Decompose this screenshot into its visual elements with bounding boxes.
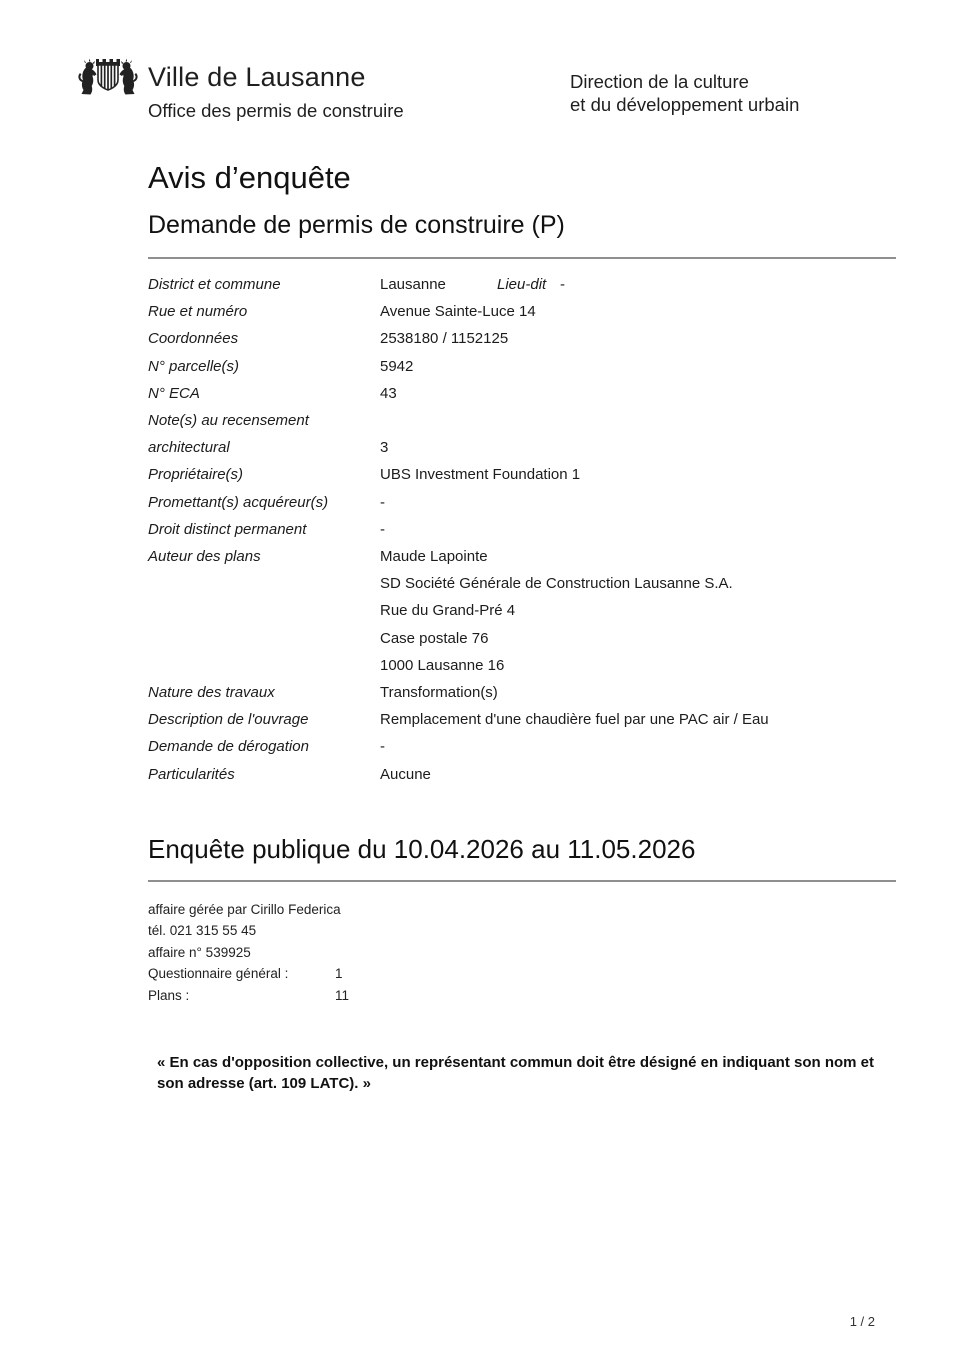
field-value-particularites: Aucune	[380, 765, 431, 783]
auteur-line-5: 1000 Lausanne 16	[380, 656, 505, 674]
lausanne-coat-of-arms-icon	[76, 56, 140, 102]
auteur-line-4: Case postale 76	[380, 629, 489, 647]
legal-note: « En cas d'opposition collective, un représentant commun doit être désigné en indiquant son nom et son adresse (art. 109 LATC). »	[157, 1054, 875, 1093]
field-label-droit: Droit distinct permanent	[148, 520, 307, 538]
field-row-parcelle	[148, 353, 880, 380]
district-value: Lausanne	[380, 276, 446, 293]
field-value-droit: -	[380, 520, 385, 538]
document-header	[148, 0, 880, 122]
page-number: 1 / 2	[849, 1314, 875, 1329]
field-row-coordonnees	[148, 325, 880, 352]
auteur-line-2: SD Société Générale de Construction Lausanne S.A.	[380, 575, 733, 593]
case-number: affaire n° 539925	[148, 944, 251, 960]
field-label-promettant: Promettant(s) acquéreur(s)	[148, 493, 329, 511]
field-label-auteur: Auteur des plans	[148, 548, 261, 566]
fields-table	[148, 271, 880, 788]
field-label-coordonnees: Coordonnées	[148, 330, 239, 348]
direction-block	[570, 70, 799, 116]
field-label-recensement: Note(s) au recensement architectural	[148, 412, 309, 457]
field-row-auteur	[148, 543, 880, 679]
field-row-eca	[148, 380, 880, 407]
plans-row	[148, 985, 880, 1007]
field-row-promettant	[148, 489, 880, 516]
questionnaire-value: 1	[335, 966, 343, 982]
office-name: Office des permis de construire	[148, 100, 404, 121]
field-row-proprietaire	[148, 461, 880, 488]
case-phone: tél. 021 315 55 45	[148, 923, 257, 939]
field-row-particularites	[148, 761, 880, 788]
field-label-district: District et commune	[148, 276, 281, 293]
lieu-dit-value: -	[560, 276, 565, 293]
auteur-line-1: Maude Lapointe	[380, 548, 488, 566]
field-value-rue: Avenue Sainte-Luce 14	[380, 303, 536, 321]
field-label-eca: N° ECA	[148, 384, 200, 402]
field-row-recensement	[148, 407, 880, 461]
field-value-coordonnees: 2538180 / 1152125	[380, 330, 509, 348]
questionnaire-label: Questionnaire général :	[148, 966, 289, 982]
field-label-particularites: Particularités	[148, 765, 235, 783]
questionnaire-row	[148, 963, 880, 985]
field-row-nature	[148, 679, 880, 706]
lion-left-icon	[78, 59, 96, 95]
field-label-description: Description de l'ouvrage	[148, 711, 309, 729]
field-label-derogation: Demande de dérogation	[148, 738, 309, 756]
lion-right-icon	[120, 59, 138, 95]
field-value-nature: Transformation(s)	[380, 684, 498, 702]
direction-line-1: Direction de la culture	[570, 71, 749, 92]
field-label-nature: Nature des travaux	[148, 684, 275, 702]
field-value-eca: 43	[380, 384, 397, 402]
field-value-description: Remplacement d'une chaudière fuel par une PAC air / Eau	[380, 711, 769, 729]
plans-value: 11	[335, 987, 350, 1003]
page-subtitle: Demande de permis de construire (P)	[148, 211, 565, 239]
divider-top	[148, 257, 896, 259]
field-value-promettant: -	[380, 493, 385, 511]
direction-line-2: et du développement urbain	[570, 94, 800, 115]
case-managed-by: affaire gérée par Cirillo Federica	[148, 901, 341, 917]
field-row-droit	[148, 516, 880, 543]
page-title: Avis d’enquête	[148, 160, 351, 195]
field-value-district	[380, 271, 880, 298]
auteur-line-3: Rue du Grand-Pré 4	[380, 602, 516, 620]
field-row-derogation	[148, 733, 880, 760]
field-value-parcelle: 5942	[380, 357, 414, 375]
field-label-parcelle: N° parcelle(s)	[148, 357, 240, 375]
field-label-rue: Rue et numéro	[148, 303, 248, 321]
field-label-proprietaire: Propriétaire(s)	[148, 466, 244, 484]
plans-label: Plans :	[148, 987, 190, 1003]
field-value-auteur	[380, 543, 880, 679]
field-value-proprietaire: UBS Investment Foundation 1	[380, 466, 581, 484]
case-info-block	[148, 899, 880, 1007]
field-value-derogation: -	[380, 738, 385, 756]
lieu-dit-label: Lieu-dit	[497, 276, 547, 293]
field-row-rue	[148, 298, 880, 325]
field-row-district	[148, 271, 880, 298]
org-name: Ville de Lausanne	[148, 62, 366, 92]
enquete-heading: Enquête publique du 10.04.2026 au 11.05.2026	[148, 833, 696, 864]
field-row-description	[148, 706, 880, 733]
field-value-recensement: 3	[380, 439, 389, 457]
divider-enquete	[148, 880, 896, 882]
